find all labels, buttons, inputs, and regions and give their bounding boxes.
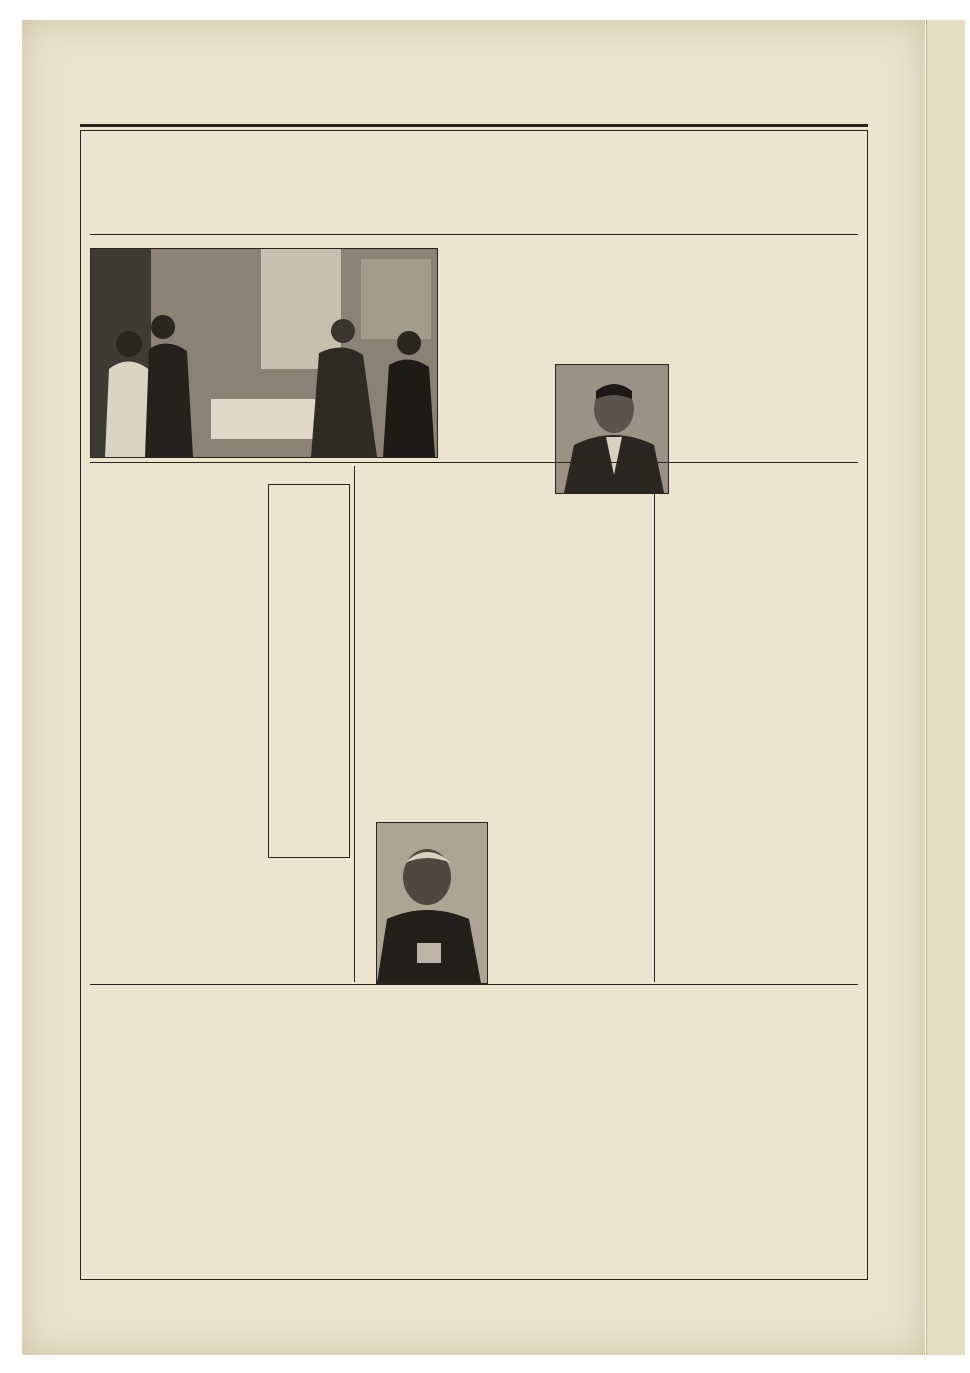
group-photo — [90, 248, 438, 458]
column-rule — [654, 466, 655, 982]
article-text-block — [440, 240, 550, 458]
portrait-top-image — [556, 365, 668, 493]
masthead-rule — [80, 124, 868, 127]
article-text-block — [690, 240, 800, 458]
article-text-block — [90, 466, 262, 796]
group-photo-image — [91, 249, 437, 457]
adjacent-page-edge — [926, 20, 965, 1355]
article-text-block — [90, 800, 262, 970]
portrait-photo-top — [555, 364, 669, 494]
portrait-bottom-image — [377, 823, 487, 983]
article-text-block — [680, 460, 850, 660]
article-text-block — [360, 664, 560, 812]
section-heading-box — [268, 484, 350, 858]
column-rule — [354, 466, 355, 982]
article-text-block — [90, 990, 630, 1270]
article-text-block — [360, 466, 536, 656]
headline-rule — [90, 234, 858, 235]
portrait-photo-bottom — [376, 822, 488, 984]
column-rule — [90, 462, 858, 463]
article-text-block — [640, 972, 858, 1272]
masthead — [100, 104, 864, 124]
article-text-block — [660, 664, 858, 964]
page-headline — [80, 136, 868, 228]
column-rule — [90, 984, 858, 985]
